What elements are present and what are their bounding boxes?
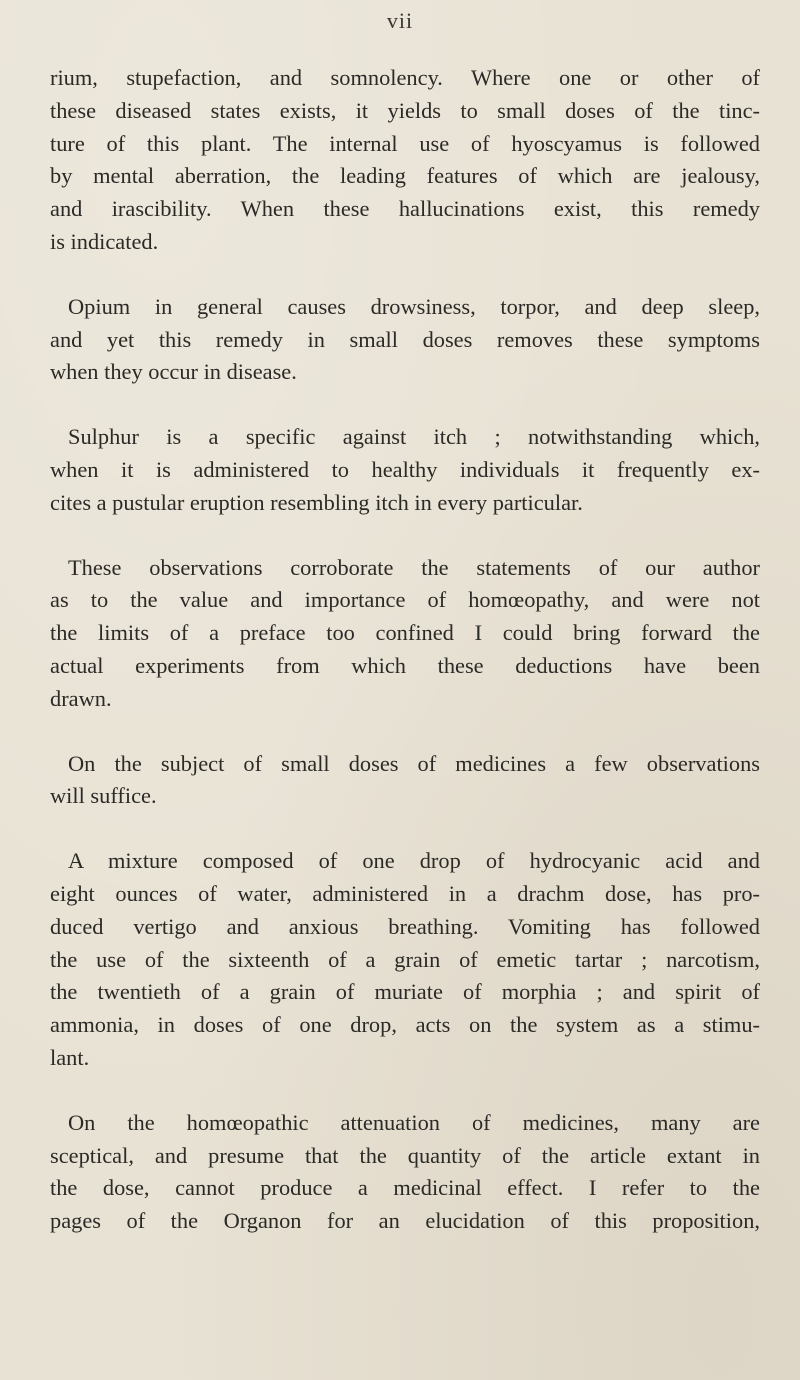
text-line: duced vertigo and anxious breathing. Vomiting has followed [50,913,760,939]
text-line: the twentieth of a grain of muriate of morphia ; and spirit of [50,979,760,1005]
text-line: On the subject of small doses of medicines a few observations [68,750,760,776]
text-line: and irascibility. When these hallucinations exist, this remedy [50,196,760,222]
text-line: the use of the sixteenth of a grain of emetic tartar ; narcotism, [50,946,760,972]
text-line: the dose, cannot produce a medicinal effect. I refer to the [50,1175,760,1201]
text-line: lant. [50,1044,90,1070]
paragraph-mixture [50,845,760,1075]
paragraph-opium [50,291,760,389]
text-line: ammonia, in doses of one drop, acts on the system as a stimu- [50,1012,760,1038]
text-line: ture of this plant. The internal use of hyoscyamus is followed [50,130,760,156]
text-line: drawn. [50,685,112,711]
text-line: is indicated. [50,228,159,254]
text-line: these diseased states exists, it yields to small doses of the tinc- [50,97,760,123]
text-line: will suffice. [50,783,157,809]
text-line: A mixture composed of one drop of hydrocyanic acid and [68,848,760,874]
text-line: when it is administered to healthy individuals it frequently ex- [50,456,760,482]
paragraph-hyoscyamus [50,62,760,259]
text-line: Sulphur is a specific against itch ; notwithstanding which, [68,424,760,450]
paragraph-small-doses [50,748,760,814]
text-line: when they occur in disease. [50,359,297,385]
text-line: cites a pustular eruption resembling itch in every particular. [50,489,583,515]
text-line: actual experiments from which these deductions have been [50,652,760,678]
text-line: sceptical, and presume that the quantity of the article extant in [50,1142,760,1168]
text-line: These observations corroborate the statements of our author [68,554,760,580]
paragraph-attenuation [50,1107,760,1238]
body-text [50,62,760,1270]
text-line: the limits of a preface too confined I could bring forward the [50,620,760,646]
text-line: pages of the Organon for an elucidation of this proposition, [50,1208,760,1234]
text-line: eight ounces of water, administered in a drachm dose, has pro- [50,880,760,906]
text-line: and yet this remedy in small doses removes these symptoms [50,326,760,352]
text-line: rium, stupefaction, and somnolency. Where one or other of [50,65,760,90]
text-line: On the homœopathic attenuation of medicines, many are [68,1109,760,1135]
paragraph-observations [50,552,760,716]
paragraph-sulphur [50,421,760,519]
text-line: Opium in general causes drowsiness, torpor, and deep sleep, [68,293,760,319]
text-line: by mental aberration, the leading features of which are jealousy, [50,163,760,189]
text-line: as to the value and importance of homœopathy, and were not [50,587,760,613]
page-number: vii [386,8,414,33]
